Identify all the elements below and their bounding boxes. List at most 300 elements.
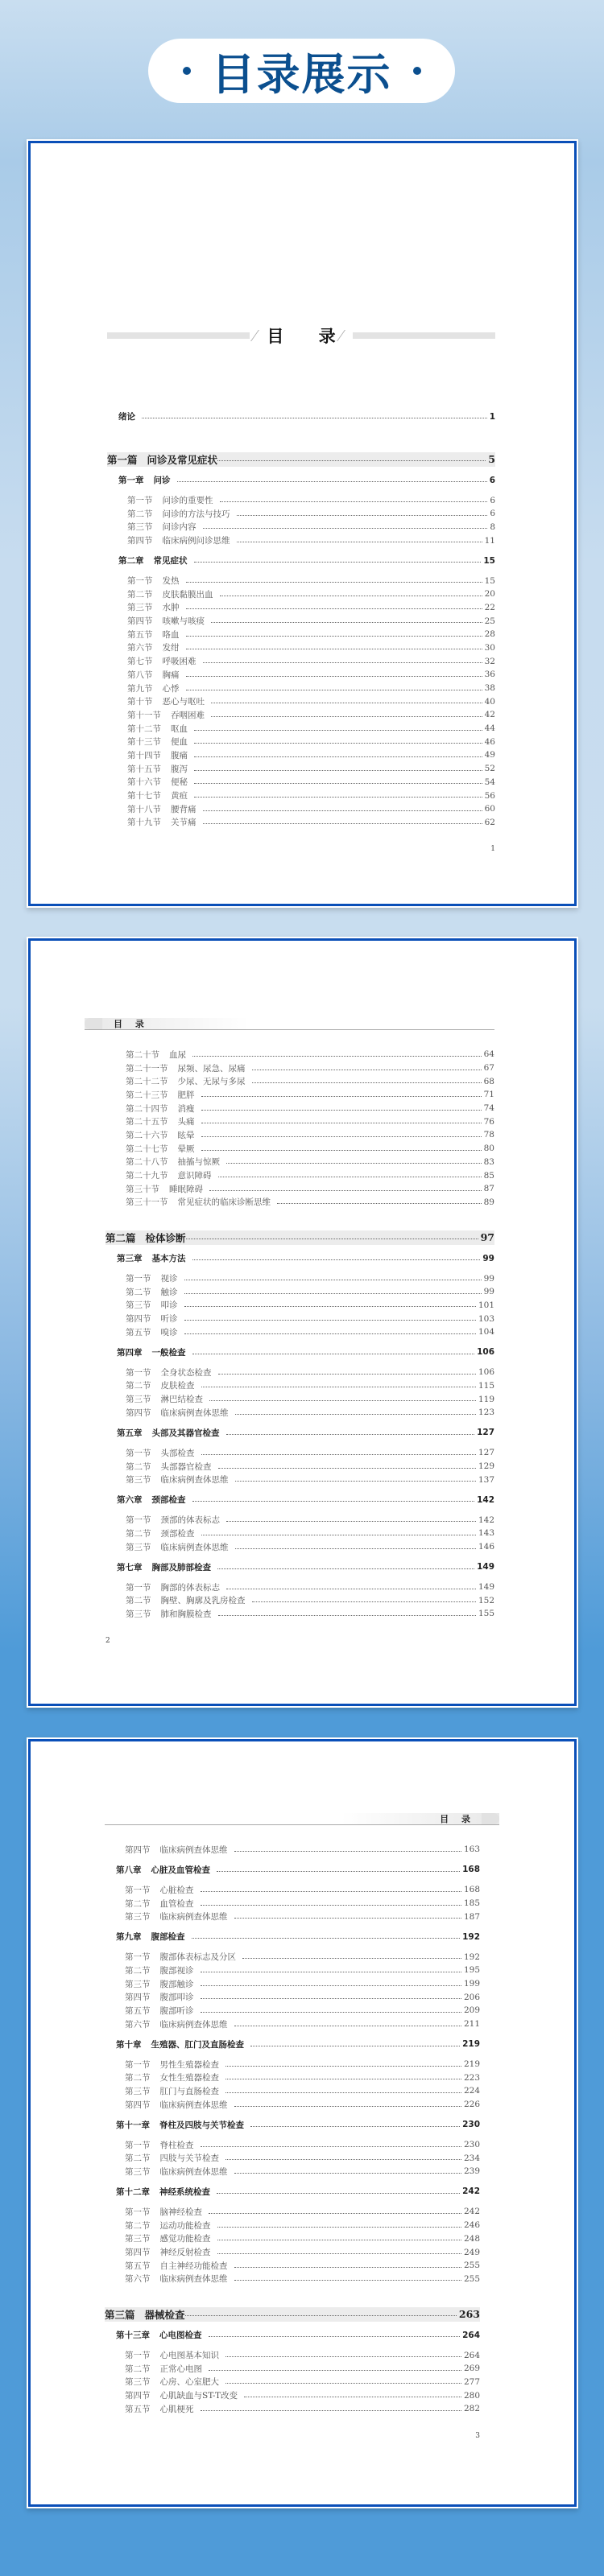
toc-section-row[interactable] xyxy=(105,2388,480,2402)
entry-page-number: 52 xyxy=(484,764,495,774)
toc-section-row[interactable] xyxy=(105,1897,480,1910)
entry-title: 叩诊 xyxy=(160,1300,178,1311)
entry-title: 脊柱及四肢与关节检查 xyxy=(159,2120,244,2130)
entry-title: 呼吸困难 xyxy=(162,657,197,667)
entry-page-number: 15 xyxy=(484,575,495,586)
entry-label: 第三十一节 xyxy=(126,1197,168,1208)
entry-title: 黄疸 xyxy=(171,791,188,802)
entry-label: 第五节 xyxy=(126,1327,151,1337)
toc-section-row[interactable] xyxy=(105,1115,494,1128)
entry-page-number: 38 xyxy=(484,683,495,694)
toc-section-row[interactable] xyxy=(105,2004,480,2018)
toc-chapter-row[interactable] xyxy=(105,1251,494,1265)
toc-section-row[interactable] xyxy=(105,1593,494,1607)
toc-section-row[interactable] xyxy=(105,2348,480,2362)
toc-section-row[interactable] xyxy=(105,2245,480,2259)
toc-title-band xyxy=(107,328,495,344)
entry-label: 第一节 xyxy=(125,1952,151,1963)
entry-title: 临床病例查体思维 xyxy=(159,1844,228,1855)
toc-chapter-row[interactable] xyxy=(107,473,495,487)
entry-title: 感觉功能检查 xyxy=(159,2234,211,2244)
entry-label: 第一节 xyxy=(127,576,153,587)
entry-page-number: 30 xyxy=(484,642,495,653)
entry-label: 第二节 xyxy=(126,1287,151,1297)
toc-section-row[interactable] xyxy=(105,1540,494,1554)
entry-label: 第二节 xyxy=(126,1461,151,1472)
entry-page-number: 168 xyxy=(462,1865,480,1875)
toc-section-row[interactable] xyxy=(107,614,495,628)
entry-page-number: 89 xyxy=(483,1197,494,1207)
toc-section-row[interactable] xyxy=(105,1074,494,1088)
entry-title: 恶心与呕吐 xyxy=(162,697,205,707)
toc-section-row[interactable] xyxy=(105,1446,494,1460)
toc-section-row[interactable] xyxy=(105,1883,480,1897)
entry-label: 第一章 xyxy=(118,476,144,486)
entry-label: 第四节 xyxy=(126,1314,151,1325)
toc-section-row[interactable] xyxy=(107,776,495,789)
entry-label: 第十六节 xyxy=(127,777,161,788)
toc-section-row[interactable] xyxy=(105,2205,480,2219)
toc-section-row[interactable] xyxy=(105,2376,480,2389)
running-header xyxy=(85,1018,494,1030)
toc-section-row[interactable] xyxy=(105,1964,480,1977)
header-tab xyxy=(85,1018,102,1029)
entry-title: 生殖器、肛门及直肠检查 xyxy=(151,2039,244,2050)
entry-title: 皮肤检查 xyxy=(160,1381,195,1391)
entry-label: 第十二节 xyxy=(127,723,161,734)
entry-title: 头部检查 xyxy=(160,1448,195,1458)
toc-part-row[interactable] xyxy=(105,1230,494,1245)
toc-section-row[interactable] xyxy=(107,507,495,521)
toc-section-row[interactable] xyxy=(105,2232,480,2245)
entry-label: 第二节 xyxy=(127,509,153,519)
entry-title: 皮肤黏膜出血 xyxy=(162,589,213,600)
entry-label: 第四节 xyxy=(127,616,153,627)
entry-label: 第七章 xyxy=(117,1562,143,1572)
toc-section-row[interactable] xyxy=(107,668,495,682)
toc-section-row[interactable] xyxy=(105,2151,480,2165)
dot-leader xyxy=(201,1998,461,1999)
entry-page-number: 60 xyxy=(484,804,495,814)
toc-section-row[interactable] xyxy=(105,2402,480,2416)
entry-label: 第三篇 xyxy=(105,2308,135,2321)
dot-leader xyxy=(203,810,482,811)
toc-section-row[interactable] xyxy=(105,1285,494,1299)
dot-leader xyxy=(209,2336,461,2337)
entry-title: 四肢与关节检查 xyxy=(159,2154,219,2164)
toc-section-row[interactable] xyxy=(105,1366,494,1379)
dot-leader xyxy=(209,2213,461,2214)
entry-page-number: 1 xyxy=(489,411,495,422)
toc-section-row[interactable] xyxy=(105,1182,494,1196)
entry-page-number: 192 xyxy=(463,1952,480,1962)
toc-section-row[interactable] xyxy=(107,762,495,776)
entry-page-number: 8 xyxy=(490,521,495,532)
toc-chapter-row[interactable] xyxy=(105,1346,494,1359)
entry-page-number: 6 xyxy=(490,495,495,505)
entry-page-number: 42 xyxy=(484,710,495,720)
entry-page-number: 32 xyxy=(484,656,495,666)
entry-label: 第一节 xyxy=(126,1582,151,1593)
dot-leader xyxy=(217,2193,460,2194)
entry-title: 临床病例查体思维 xyxy=(159,2166,228,2177)
entry-page-number: 149 xyxy=(478,1582,494,1592)
toc-section-row[interactable] xyxy=(105,1513,494,1527)
toc-section-row[interactable] xyxy=(107,694,495,708)
toc-section-row[interactable] xyxy=(107,816,495,830)
toc-section-row[interactable] xyxy=(105,1102,494,1115)
entry-title: 腹部触诊 xyxy=(159,1979,194,1989)
toc-section-row[interactable] xyxy=(107,534,495,547)
toc-section-row[interactable] xyxy=(105,1299,494,1313)
entry-title: 腹泻 xyxy=(171,764,188,774)
entry-page-number: 142 xyxy=(477,1494,494,1505)
toc-entries xyxy=(105,1843,480,2416)
entry-label: 第三节 xyxy=(125,1912,151,1923)
dot-leader xyxy=(192,1056,482,1057)
toc-section-row[interactable] xyxy=(107,682,495,695)
entry-title: 腹部叩诊 xyxy=(159,1993,194,2003)
entry-title: 全身状态检查 xyxy=(160,1367,212,1378)
toc-section-row[interactable] xyxy=(105,1950,480,1964)
entry-page-number: 163 xyxy=(463,1844,480,1855)
entry-title: 头部及其器官检查 xyxy=(151,1428,220,1438)
entry-label: 第十八节 xyxy=(127,804,161,814)
entry-label: 第二十三节 xyxy=(126,1090,168,1100)
toc-section-row[interactable] xyxy=(105,2165,480,2178)
toc-section-row[interactable] xyxy=(105,1910,480,1923)
entry-title: 少尿、无尿与多尿 xyxy=(177,1077,246,1087)
dot-leader xyxy=(201,1096,482,1097)
entry-label: 第三节 xyxy=(126,1542,151,1552)
toc-chapter-row[interactable] xyxy=(105,1863,480,1877)
entry-label: 第二节 xyxy=(125,2154,151,2164)
entry-title: 消瘦 xyxy=(177,1103,195,1114)
toc-part-row[interactable] xyxy=(107,452,495,467)
toc-section-row[interactable] xyxy=(105,1272,494,1285)
toc-section-row[interactable] xyxy=(105,2071,480,2084)
entry-label: 第十三章 xyxy=(116,2331,150,2341)
entry-label: 第四节 xyxy=(125,2100,151,2110)
entry-title: 临床病例查体思维 xyxy=(159,1912,228,1923)
entry-label: 第二十节 xyxy=(126,1049,159,1060)
toc-section-row[interactable] xyxy=(105,1406,494,1420)
entry-label: 第一节 xyxy=(126,1515,151,1526)
entry-page-number: 80 xyxy=(483,1144,494,1154)
toc-page-3 xyxy=(27,1737,578,2508)
entry-label: 第二十二节 xyxy=(126,1077,168,1087)
entry-page-number: 137 xyxy=(478,1474,494,1485)
entry-page-number: 146 xyxy=(478,1542,494,1552)
entry-label: 第一节 xyxy=(125,2140,151,2150)
toc-section-row[interactable] xyxy=(107,708,495,722)
toc-section-row[interactable] xyxy=(105,1128,494,1142)
entry-title: 心脏检查 xyxy=(159,1885,194,1895)
toc-section-row[interactable] xyxy=(107,521,495,534)
toc-section-row[interactable] xyxy=(105,1843,480,1857)
entry-title: 临床病例查体思维 xyxy=(159,2274,228,2285)
entry-title: 颈部检查 xyxy=(151,1495,186,1506)
toc-chapter-row[interactable] xyxy=(105,2185,480,2199)
entry-page-number: 115 xyxy=(478,1380,494,1391)
dot-leader xyxy=(203,662,482,663)
toc-section-row[interactable] xyxy=(105,1392,494,1406)
entry-page-number: 199 xyxy=(463,1979,480,1989)
dot-leader xyxy=(226,1163,482,1164)
entry-label: 绪论 xyxy=(118,412,135,422)
entry-page-number: 230 xyxy=(462,2120,480,2130)
toc-section-row[interactable] xyxy=(107,587,495,601)
dot-leader xyxy=(186,608,482,609)
entry-page-number: 85 xyxy=(483,1170,494,1181)
toc-section-row[interactable] xyxy=(107,654,495,668)
entry-title: 胸痛 xyxy=(162,670,180,680)
toc-section-row[interactable] xyxy=(105,1379,494,1393)
entry-page-number: 28 xyxy=(484,629,495,640)
toc-section-row[interactable] xyxy=(107,748,495,762)
dot-leader xyxy=(217,2253,461,2254)
entry-page-number: 152 xyxy=(478,1595,494,1605)
entry-label: 第二章 xyxy=(118,556,144,567)
entry-page-number: 22 xyxy=(484,602,495,612)
entry-page-number: 255 xyxy=(463,2261,480,2271)
toc-section-row[interactable] xyxy=(105,1312,494,1325)
toc-section-row[interactable] xyxy=(105,2259,480,2273)
toc-section-row[interactable] xyxy=(105,1527,494,1540)
dot-leader xyxy=(225,2159,461,2160)
dot-leader xyxy=(209,2370,461,2371)
entry-label: 第五节 xyxy=(125,2261,151,2271)
entry-label: 第六节 xyxy=(125,2274,151,2285)
dot-leader xyxy=(192,1501,475,1502)
toc-chapter-row[interactable] xyxy=(107,554,495,567)
dot-leader xyxy=(218,1468,476,1469)
dot-leader xyxy=(235,1548,476,1549)
entry-page-number: 226 xyxy=(463,2100,480,2110)
entry-page-number: 185 xyxy=(463,1898,480,1908)
entry-label: 第六节 xyxy=(125,2019,151,2030)
toc-section-row[interactable] xyxy=(105,2219,480,2232)
entry-title: 水肿 xyxy=(162,603,180,613)
entry-title: 肺和胸膜检查 xyxy=(160,1609,212,1619)
entry-title: 便血 xyxy=(171,737,188,748)
toc-section-row[interactable] xyxy=(107,722,495,736)
toc-section-row[interactable] xyxy=(105,1977,480,1991)
toc-section-row[interactable] xyxy=(105,1061,494,1075)
entry-label: 第四章 xyxy=(117,1347,143,1358)
entry-page-number: 103 xyxy=(478,1313,494,1324)
dot-leader xyxy=(225,2092,461,2093)
dot-leader xyxy=(201,1905,461,1906)
entry-label: 第一节 xyxy=(125,1885,151,1895)
toc-section-row[interactable] xyxy=(105,2018,480,2031)
entry-title: 问诊的方法与技巧 xyxy=(162,509,230,519)
toc-entries xyxy=(107,410,495,830)
dot-leader xyxy=(234,2106,461,2107)
toc-section-row[interactable] xyxy=(107,493,495,507)
page-number: 1 xyxy=(490,845,495,854)
entry-title: 肛门与直肠检查 xyxy=(159,2086,219,2096)
entry-label: 第十九节 xyxy=(127,818,161,828)
entry-title: 心电图基本知识 xyxy=(159,2351,219,2361)
entry-title: 腹痛 xyxy=(171,750,188,760)
toc-section-row[interactable] xyxy=(105,1607,494,1621)
toc-chapter-row[interactable] xyxy=(105,1930,480,1943)
toc-section-row[interactable] xyxy=(105,1196,494,1210)
entry-label: 第二十一节 xyxy=(126,1063,168,1074)
entry-page-number: 25 xyxy=(484,616,495,626)
toc-section-row[interactable] xyxy=(105,1325,494,1339)
dot-leader xyxy=(184,1333,476,1334)
toc-section-row[interactable] xyxy=(105,1088,494,1102)
entry-label: 第三节 xyxy=(125,2166,151,2177)
entry-title: 器械检查 xyxy=(144,2308,185,2321)
entry-page-number: 143 xyxy=(478,1528,494,1539)
toc-section-row[interactable] xyxy=(105,1460,494,1473)
entry-label: 第三章 xyxy=(117,1254,143,1264)
toc-section-row[interactable] xyxy=(105,1581,494,1594)
toc-section-row[interactable] xyxy=(107,802,495,816)
toc-entries xyxy=(105,1048,494,1621)
entry-page-number: 127 xyxy=(478,1448,494,1458)
toc-section-row[interactable] xyxy=(105,2138,480,2152)
toc-section-row[interactable] xyxy=(105,2273,480,2286)
dot-leader xyxy=(201,1985,461,1986)
entry-label: 第一节 xyxy=(126,1274,151,1284)
entry-title: 关节痛 xyxy=(171,818,197,828)
dot-leader xyxy=(235,1414,476,1415)
entry-page-number: 149 xyxy=(477,1562,494,1572)
title-band-right xyxy=(353,332,495,339)
entry-page-number: 62 xyxy=(484,817,495,827)
entry-page-number: 36 xyxy=(484,670,495,680)
dot-leader xyxy=(201,2146,461,2147)
toc-page-1 xyxy=(27,139,578,908)
toc-section-row[interactable] xyxy=(105,1473,494,1486)
dot-leader xyxy=(201,2410,461,2411)
entry-label: 第十章 xyxy=(116,2039,142,2050)
entry-title: 临床病例查体思维 xyxy=(160,1408,229,1418)
toc-section-row[interactable] xyxy=(105,2098,480,2112)
entry-label: 第一节 xyxy=(126,1448,151,1458)
entry-label: 第一节 xyxy=(125,2207,151,2217)
entry-title: 男性生殖器检查 xyxy=(159,2059,219,2070)
entry-page-number: 119 xyxy=(478,1394,494,1404)
entry-label: 第九节 xyxy=(127,683,153,694)
entry-title: 运动功能检查 xyxy=(159,2220,211,2231)
toc-section-row[interactable] xyxy=(107,735,495,748)
entry-page-number: 99 xyxy=(483,1273,494,1284)
entry-page-number: 269 xyxy=(463,2364,480,2374)
toc-section-row[interactable] xyxy=(105,2084,480,2098)
dot-leader xyxy=(234,2280,461,2281)
toc-chapter-row[interactable] xyxy=(105,2038,480,2051)
entry-title: 胸壁、胸廓及乳房检查 xyxy=(160,1596,246,1606)
entry-label: 第二篇 xyxy=(105,1231,136,1244)
entry-page-number: 67 xyxy=(483,1063,494,1074)
toc-chapter-row[interactable] xyxy=(105,2118,480,2132)
entry-title: 问诊的重要性 xyxy=(162,496,213,505)
entry-title: 腹部听诊 xyxy=(159,2005,194,2016)
toc-section-row[interactable] xyxy=(107,574,495,587)
dot-leader xyxy=(192,1938,461,1939)
dot-leader xyxy=(242,1958,461,1959)
entry-title: 问诊内容 xyxy=(162,522,197,533)
entry-title: 腹部体表标志及分区 xyxy=(159,1952,236,1963)
entry-title: 正常心电图 xyxy=(159,2364,202,2374)
toc-intro-row[interactable] xyxy=(107,410,495,424)
entry-title: 检体诊断 xyxy=(145,1231,186,1244)
entry-label: 第二十七节 xyxy=(126,1144,168,1154)
toc-section-row[interactable] xyxy=(105,2362,480,2376)
dot-leader xyxy=(225,2066,461,2067)
toc-section-row[interactable] xyxy=(107,641,495,655)
entry-page-number: 168 xyxy=(463,1885,480,1895)
entry-title: 脑神经检查 xyxy=(159,2207,202,2217)
entry-label: 第三节 xyxy=(126,1475,151,1486)
entry-label: 第十七节 xyxy=(127,791,161,802)
toc-chapter-row[interactable] xyxy=(105,1426,494,1440)
entry-page-number: 6 xyxy=(490,509,495,519)
entry-page-number: 223 xyxy=(463,2072,480,2083)
dot-leader xyxy=(250,2126,460,2127)
entry-title: 颈部的体表标志 xyxy=(160,1515,220,1526)
toc-section-row[interactable] xyxy=(105,1168,494,1182)
dot-leader xyxy=(234,2173,461,2174)
dot-leader xyxy=(225,2383,461,2384)
toc-chapter-row[interactable] xyxy=(105,1493,494,1506)
entry-title: 问诊及常见症状 xyxy=(147,453,218,466)
toc-part-row[interactable] xyxy=(105,2307,480,2322)
page-number: 3 xyxy=(475,2431,480,2440)
toc-section-row[interactable] xyxy=(105,1990,480,2004)
entry-title: 腰背痛 xyxy=(171,804,197,814)
entry-label: 第八章 xyxy=(116,1865,142,1875)
dot-leader xyxy=(218,1615,476,1616)
dot-leader xyxy=(209,1400,476,1401)
entry-title: 血尿 xyxy=(169,1049,186,1060)
toc-section-row[interactable] xyxy=(105,2058,480,2071)
toc-chapter-row[interactable] xyxy=(105,2328,480,2342)
dot-leader xyxy=(211,716,482,717)
dot-leader xyxy=(194,730,482,731)
dot-leader xyxy=(185,2315,457,2316)
entry-title: 发热 xyxy=(162,576,180,587)
toc-section-row[interactable] xyxy=(107,601,495,615)
toc-section-row[interactable] xyxy=(107,789,495,802)
toc-section-row[interactable] xyxy=(107,628,495,641)
entry-label: 第八节 xyxy=(127,670,153,680)
bullet-dot-icon xyxy=(183,67,191,75)
entry-title: 心脏及血管检查 xyxy=(151,1865,210,1875)
entry-title: 胸部及肺部检查 xyxy=(151,1562,211,1572)
entry-page-number: 78 xyxy=(483,1130,494,1140)
running-header-title: 目 录 xyxy=(440,1814,475,1824)
toc-section-row[interactable] xyxy=(105,1048,494,1061)
entry-label: 第二节 xyxy=(126,1381,151,1391)
dot-leader xyxy=(194,743,482,744)
entry-label: 第二节 xyxy=(127,589,153,600)
dot-leader xyxy=(203,528,488,529)
entry-label: 第三节 xyxy=(126,1300,151,1311)
entry-label: 第二节 xyxy=(125,1898,151,1909)
toc-chapter-row[interactable] xyxy=(105,1560,494,1574)
entry-label: 第一节 xyxy=(127,496,153,505)
toc-section-row[interactable] xyxy=(105,1142,494,1156)
entry-label: 第十一章 xyxy=(116,2120,150,2130)
dot-leader xyxy=(226,1434,475,1435)
toc-section-row[interactable] xyxy=(105,1156,494,1169)
